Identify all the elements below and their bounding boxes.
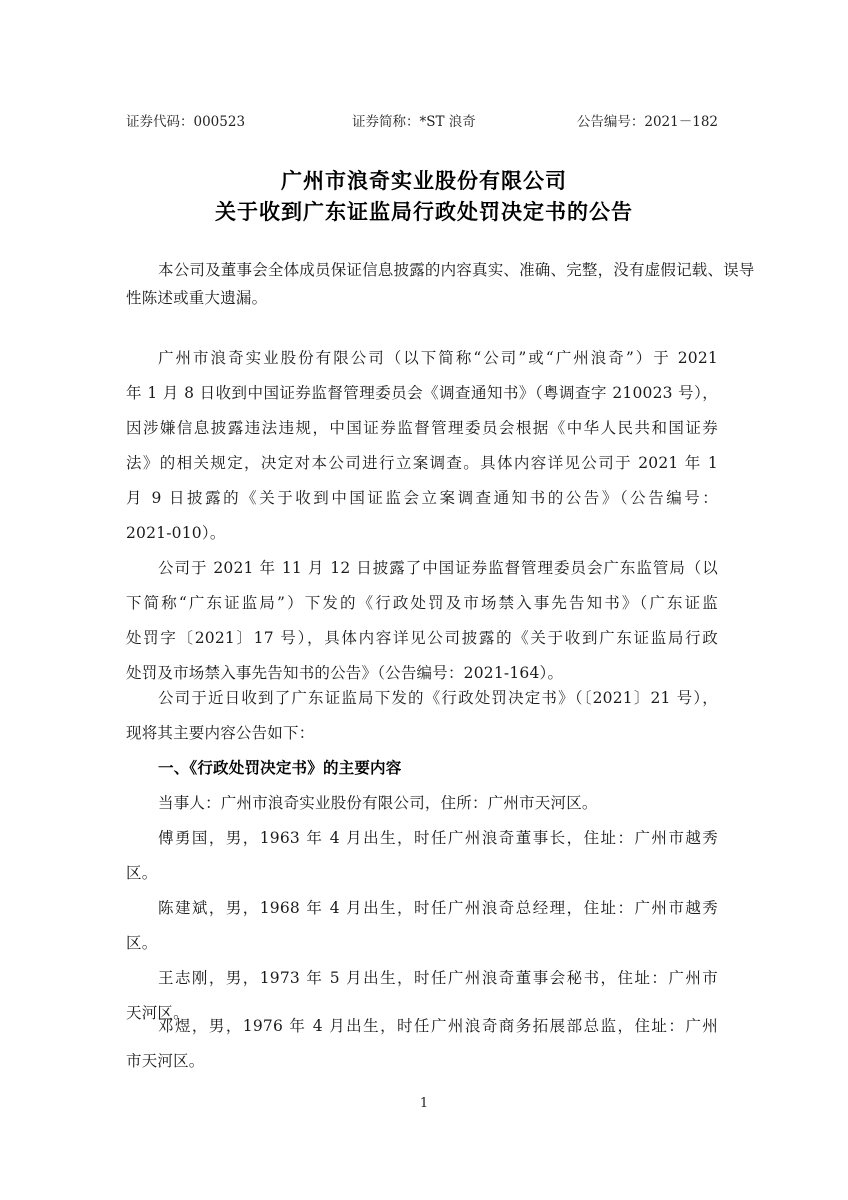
paragraph-line: 因涉嫌信息披露违法违规，中国证券监督管理委员会根据《中华人民共和国证券 (126, 419, 718, 437)
paragraph-line: 法》的相关规定，决定对本公司进行立案调查。具体内容详见公司于 2021 年 1 (126, 454, 718, 472)
paragraph-line: 下简称“广东证监局”）下发的《行政处罚及市场禁入事先告知书》（广东证监 (126, 594, 718, 612)
person-line: 邓煜，男，1976 年 4 月出生，时任广州浪奇商务拓展部总监，住址：广州 (158, 1017, 718, 1035)
announcement-title: 关于收到广东证监局行政处罚决定书的公告 (215, 199, 633, 224)
person-line: 区。 (126, 864, 158, 882)
paragraph-line: 月 9 日披露的《关于收到中国证监会立案调查通知书的公告》（公告编号： (126, 489, 718, 507)
paragraph-line: 年 1 月 8 日收到中国证券监督管理委员会《调查通知书》（粤调查字 210023 号）， (126, 384, 718, 402)
security-code: 证券代码：000523 (126, 114, 246, 130)
paragraph-line: 广州市浪奇实业股份有限公司（以下简称“公司”或“广州浪奇”）于 2021 (158, 349, 718, 367)
page-number: 1 (419, 1096, 429, 1111)
person-line: 陈建斌，男，1968 年 4 月出生，时任广州浪奇总经理，住址：广州市越秀 (158, 899, 718, 917)
paragraph-line: 处罚字〔2021〕17 号），具体内容详见公司披露的《关于收到广东证监局行政 (126, 629, 718, 647)
person-line: 市天河区。 (126, 1052, 205, 1070)
paragraph-line: 现将其主要内容公告如下： (126, 724, 315, 742)
paragraph-line: 处罚及市场禁入事先告知书的公告》（公告编号：2021-164）。 (126, 664, 564, 682)
company-title: 广州市浪奇实业股份有限公司 (281, 168, 567, 193)
person-line: 王志刚，男，1973 年 5 月出生，时任广州浪奇董事会秘书，住址：广州市 (158, 969, 718, 987)
paragraph-line: 公司于 2021 年 11 月 12 日披露了中国证券监督管理委员会广东监管局（以 (158, 559, 718, 577)
section-heading: 一、《行政处罚决定书》的主要内容 (158, 758, 402, 777)
disclaimer-line: 本公司及董事会全体成员保证信息披露的内容真实、准确、完整，没有虚假记载、误导 (158, 261, 755, 279)
security-abbreviation: 证券简称：*ST 浪奇 (352, 114, 476, 130)
paragraph-line: 公司于近日收到了广东证监局下发的《行政处罚决定书》（〔2021〕21 号）， (158, 689, 718, 707)
paragraph-line: 2021-010）。 (126, 524, 226, 542)
party-line: 当事人：广州市浪奇实业股份有限公司，住所：广州市天河区。 (158, 794, 598, 812)
person-line: 傅勇国，男，1963 年 4 月出生，时任广州浪奇董事长，住址：广州市越秀 (158, 829, 718, 847)
person-line: 天河区。 (126, 1004, 189, 1022)
announcement-number: 公告编号：2021－182 (576, 114, 718, 130)
person-line: 区。 (126, 934, 158, 952)
disclaimer-line: 性陈述或重大遗漏。 (126, 289, 268, 307)
